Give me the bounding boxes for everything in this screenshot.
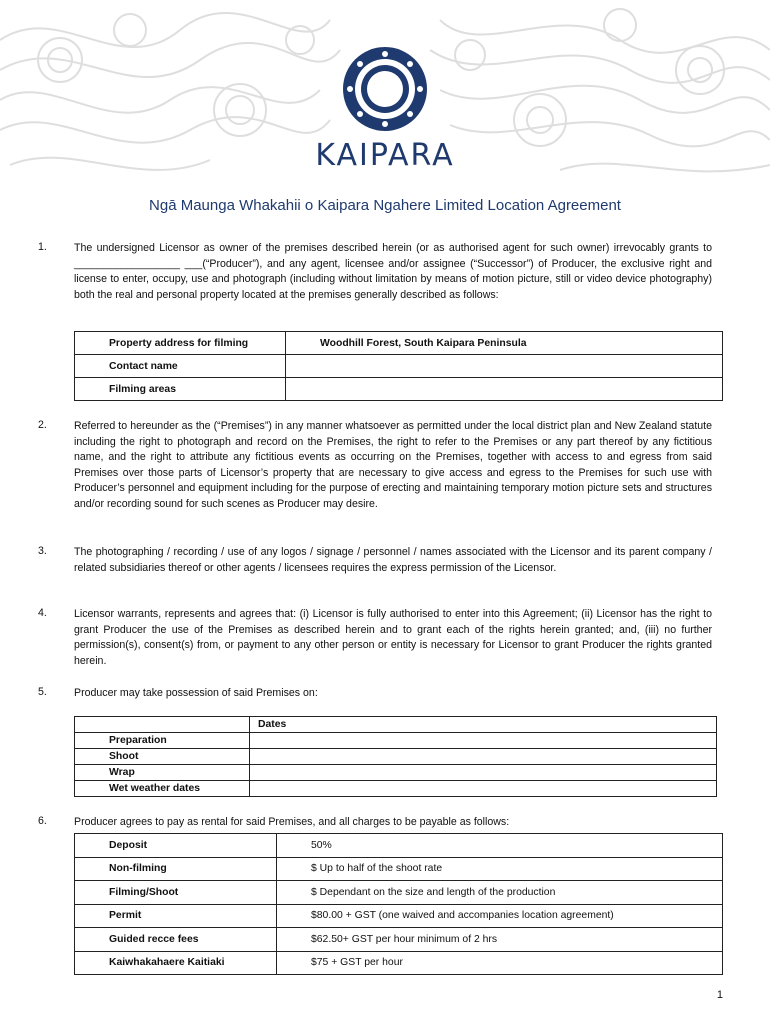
table-value: Woodhill Forest, South Kaipara Peninsula [286,332,723,355]
charge-value: 50% [277,834,723,858]
table-label: Contact name [75,355,286,378]
charge-label: Filming/Shoot [75,881,277,905]
table-row [75,781,717,797]
dates-value[interactable] [250,733,717,749]
dates-table [74,716,717,797]
table-row [75,355,723,378]
charge-label: Kaiwhakahaere Kaitiaki [75,951,277,975]
table-row [75,378,723,401]
charge-label: Guided recce fees [75,928,277,952]
table-corner-cell [75,717,250,733]
section-number: 3. [38,545,47,557]
section-number: 1. [38,241,47,253]
table-row [75,332,723,355]
charge-value: $ Dependant on the size and length of the production [277,881,723,905]
document-title: Ngā Maunga Whakahii o Kaipara Ngahere Limited Location Agreement [149,197,621,214]
table-label: Filming areas [75,378,286,401]
table-row [75,717,717,733]
section-number: 4. [38,607,47,619]
charge-value: $75 + GST per hour [277,951,723,975]
page-number: 1 [716,989,723,1001]
charge-label: Non-filming [75,857,277,881]
dates-value[interactable] [250,749,717,765]
table-row [75,834,723,858]
section-text: Licensor warrants, represents and agrees that: (i) Licensor is fully authorised to enter into this Agreement; (ii) Licensor has the right to grant Producer the use of the Premises as described herein and to grant each of the rights herein granted; and, (iii) no further permission(s), consent(s) from, or payment to any other person or entity is necessary for Licensor to grant Producer the rights granted herein. [74,608,712,667]
section-text: Referred to hereunder as the (“Premises”) in any manner whatsoever as permitted under the local district plan and New Zealand statute including the right to photograph and record on the Premises, the right to refer to the Premises or any part thereof by any fictitious name, and the right to attribute any fictitious events as occurring on the Premises, together with access to and egress from said Premises over those parts of Licensor’s property that are necessary to give access and egress to the Premises for such use with Producer’s personnel and equipment including for the purpose of erecting and maintaining temporary motion picture sets and structures and/or recording sound for such scenes as Producer may desire. [74,420,712,510]
table-label: Property address for filming [75,332,286,355]
dates-header: Dates [250,717,717,733]
table-value[interactable] [286,355,723,378]
charge-value: $62.50+ GST per hour minimum of 2 hrs [277,928,723,952]
section-number: 5. [38,686,47,698]
table-row [75,928,723,952]
property-table [74,331,723,401]
table-row [75,733,717,749]
table-row [75,749,717,765]
charge-label: Permit [75,904,277,928]
charge-value: $ Up to half of the shoot rate [277,857,723,881]
table-row [75,951,723,975]
charge-value: $80.00 + GST (one waived and accompanies location agreement) [277,904,723,928]
dates-label: Preparation [75,733,250,749]
charges-table [74,833,723,975]
section-text: Producer may take possession of said Premises on: [74,687,318,699]
brand-wordmark: KAIPARA [315,138,455,173]
dates-value[interactable] [250,765,717,781]
charge-label: Deposit [75,834,277,858]
section-number: 2. [38,419,47,431]
dates-value[interactable] [250,781,717,797]
section-number: 6. [38,815,47,827]
dates-label: Shoot [75,749,250,765]
table-value[interactable] [286,378,723,401]
section-text: Producer agrees to pay as rental for said Premises, and all charges to be payable as follows: [74,816,510,828]
dates-label: Wrap [75,765,250,781]
dates-label: Wet weather dates [75,781,250,797]
table-row [75,857,723,881]
section-text: The photographing / recording / use of any logos / signage / personnel / names associated with the Licensor and its parent company / related subsidiaries thereof or other agents / licensees requires the express permission of the Licensor. [74,546,712,574]
kaipara-logo-icon [342,46,428,132]
table-row [75,881,723,905]
table-row [75,765,717,781]
section-text: The undersigned Licensor as owner of the premises described herein (or as authorised agent for such owner) irrevocably grants to __________________ ___(“Producer”), and any agent, licensee and/or assignee (“Successor”) of Producer, the exclusive right and license to enter, occupy, use and photograph (including without limitation by means of motion picture, still or video device photography) both the real and personal property located at the premises generally described as follows: [74,242,712,301]
table-row [75,904,723,928]
